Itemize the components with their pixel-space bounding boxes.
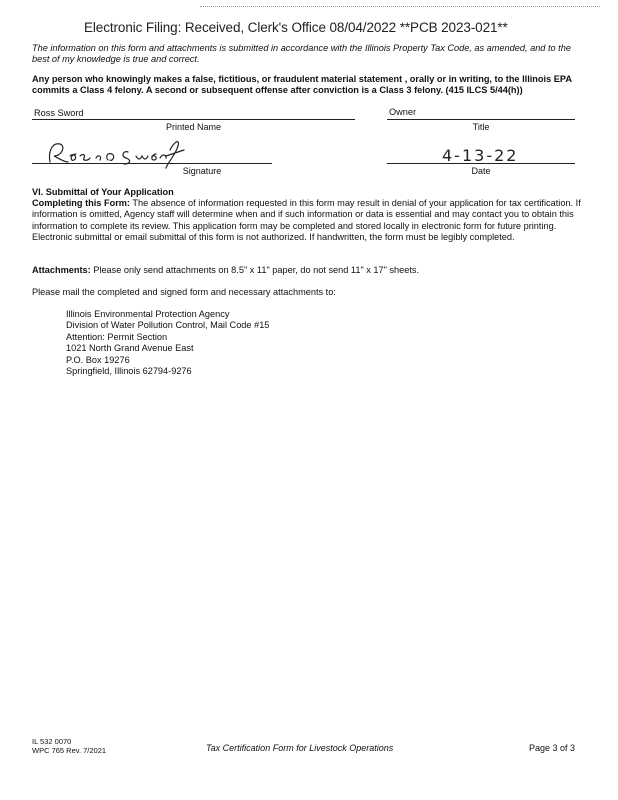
felony-warning: Any person who knowingly makes a false, fictitious, or fraudulent material statement , orally or in writing, to the Illinois EPA commits a Class 4 felony. A second or subsequent offense after conviction is a Class 3 felony. (415 ILCS 5/44(h)) bbox=[32, 74, 572, 96]
footer-form-title: Tax Certification Form for Livestock Operations bbox=[206, 743, 394, 753]
title-line bbox=[387, 119, 575, 120]
address-line: Springfield, Illinois 62794-9276 bbox=[66, 366, 192, 377]
signature-label: Signature bbox=[182, 166, 222, 176]
completing-label: Completing this Form: bbox=[32, 198, 130, 208]
attachments-text: Please only send attachments on 8.5" x 11" paper, do not send 11" x 17" sheets. bbox=[90, 265, 420, 275]
certification-statement: The information on this form and attachments is submitted in accordance with the Illinois Property Tax Code, as amended, and to the best of my knowledge is true and correct. bbox=[32, 43, 571, 65]
mail-instruction: Please mail the completed and signed form and necessary attachments to: bbox=[32, 287, 336, 297]
date-label: Date bbox=[471, 166, 491, 176]
address-line: 1021 North Grand Avenue East bbox=[66, 343, 194, 354]
address-line: Illinois Environmental Protection Agency bbox=[66, 309, 230, 319]
attachments-paragraph bbox=[32, 265, 582, 276]
form-code-2: WPC 765 Rev. 7/2021 bbox=[32, 745, 107, 755]
printed-name-value: Ross Sword bbox=[34, 108, 84, 118]
form-codes bbox=[32, 738, 106, 755]
printed-name-line bbox=[32, 119, 355, 120]
handwritten-date: 4-13-22 bbox=[442, 146, 519, 165]
completing-paragraph bbox=[32, 198, 582, 244]
address-line: P.O. Box 19276 bbox=[66, 354, 130, 365]
form-code-1: IL 532 0070 bbox=[32, 737, 72, 746]
address-line: Attention: Permit Section bbox=[66, 331, 168, 342]
address-line: Division of Water Pollution Control, Mail Code #15 bbox=[66, 320, 270, 331]
signature-image bbox=[40, 132, 200, 170]
date-line bbox=[387, 163, 575, 164]
title-value: Owner bbox=[389, 107, 417, 117]
mailing-address bbox=[66, 309, 269, 377]
signature-line bbox=[32, 163, 272, 164]
completing-text: The absence of information requested in this form may result in denial of your application for tax certification. If information is omitted, Agency staff will determine when and if such information or data is essential and may contact you to obtain this information to complete its review. This application form may be completed and stored locally in electronic form for future printing. Electronic submittal or email submittal of this form is not authorized. If handwritten, the form must be legibly completed. bbox=[32, 198, 581, 243]
filing-stamp: Electronic Filing: Received, Clerk's Office 08/04/2022 **PCB 2023-021** bbox=[84, 20, 508, 35]
page-number: Page 3 of 3 bbox=[529, 743, 576, 753]
section-heading: VI. Submittal of Your Application bbox=[32, 187, 174, 197]
attachments-label: Attachments: bbox=[32, 265, 91, 275]
printed-name-label: Printed Name bbox=[165, 122, 222, 132]
title-label: Title bbox=[472, 122, 490, 132]
scan-artifact-line bbox=[200, 6, 600, 7]
